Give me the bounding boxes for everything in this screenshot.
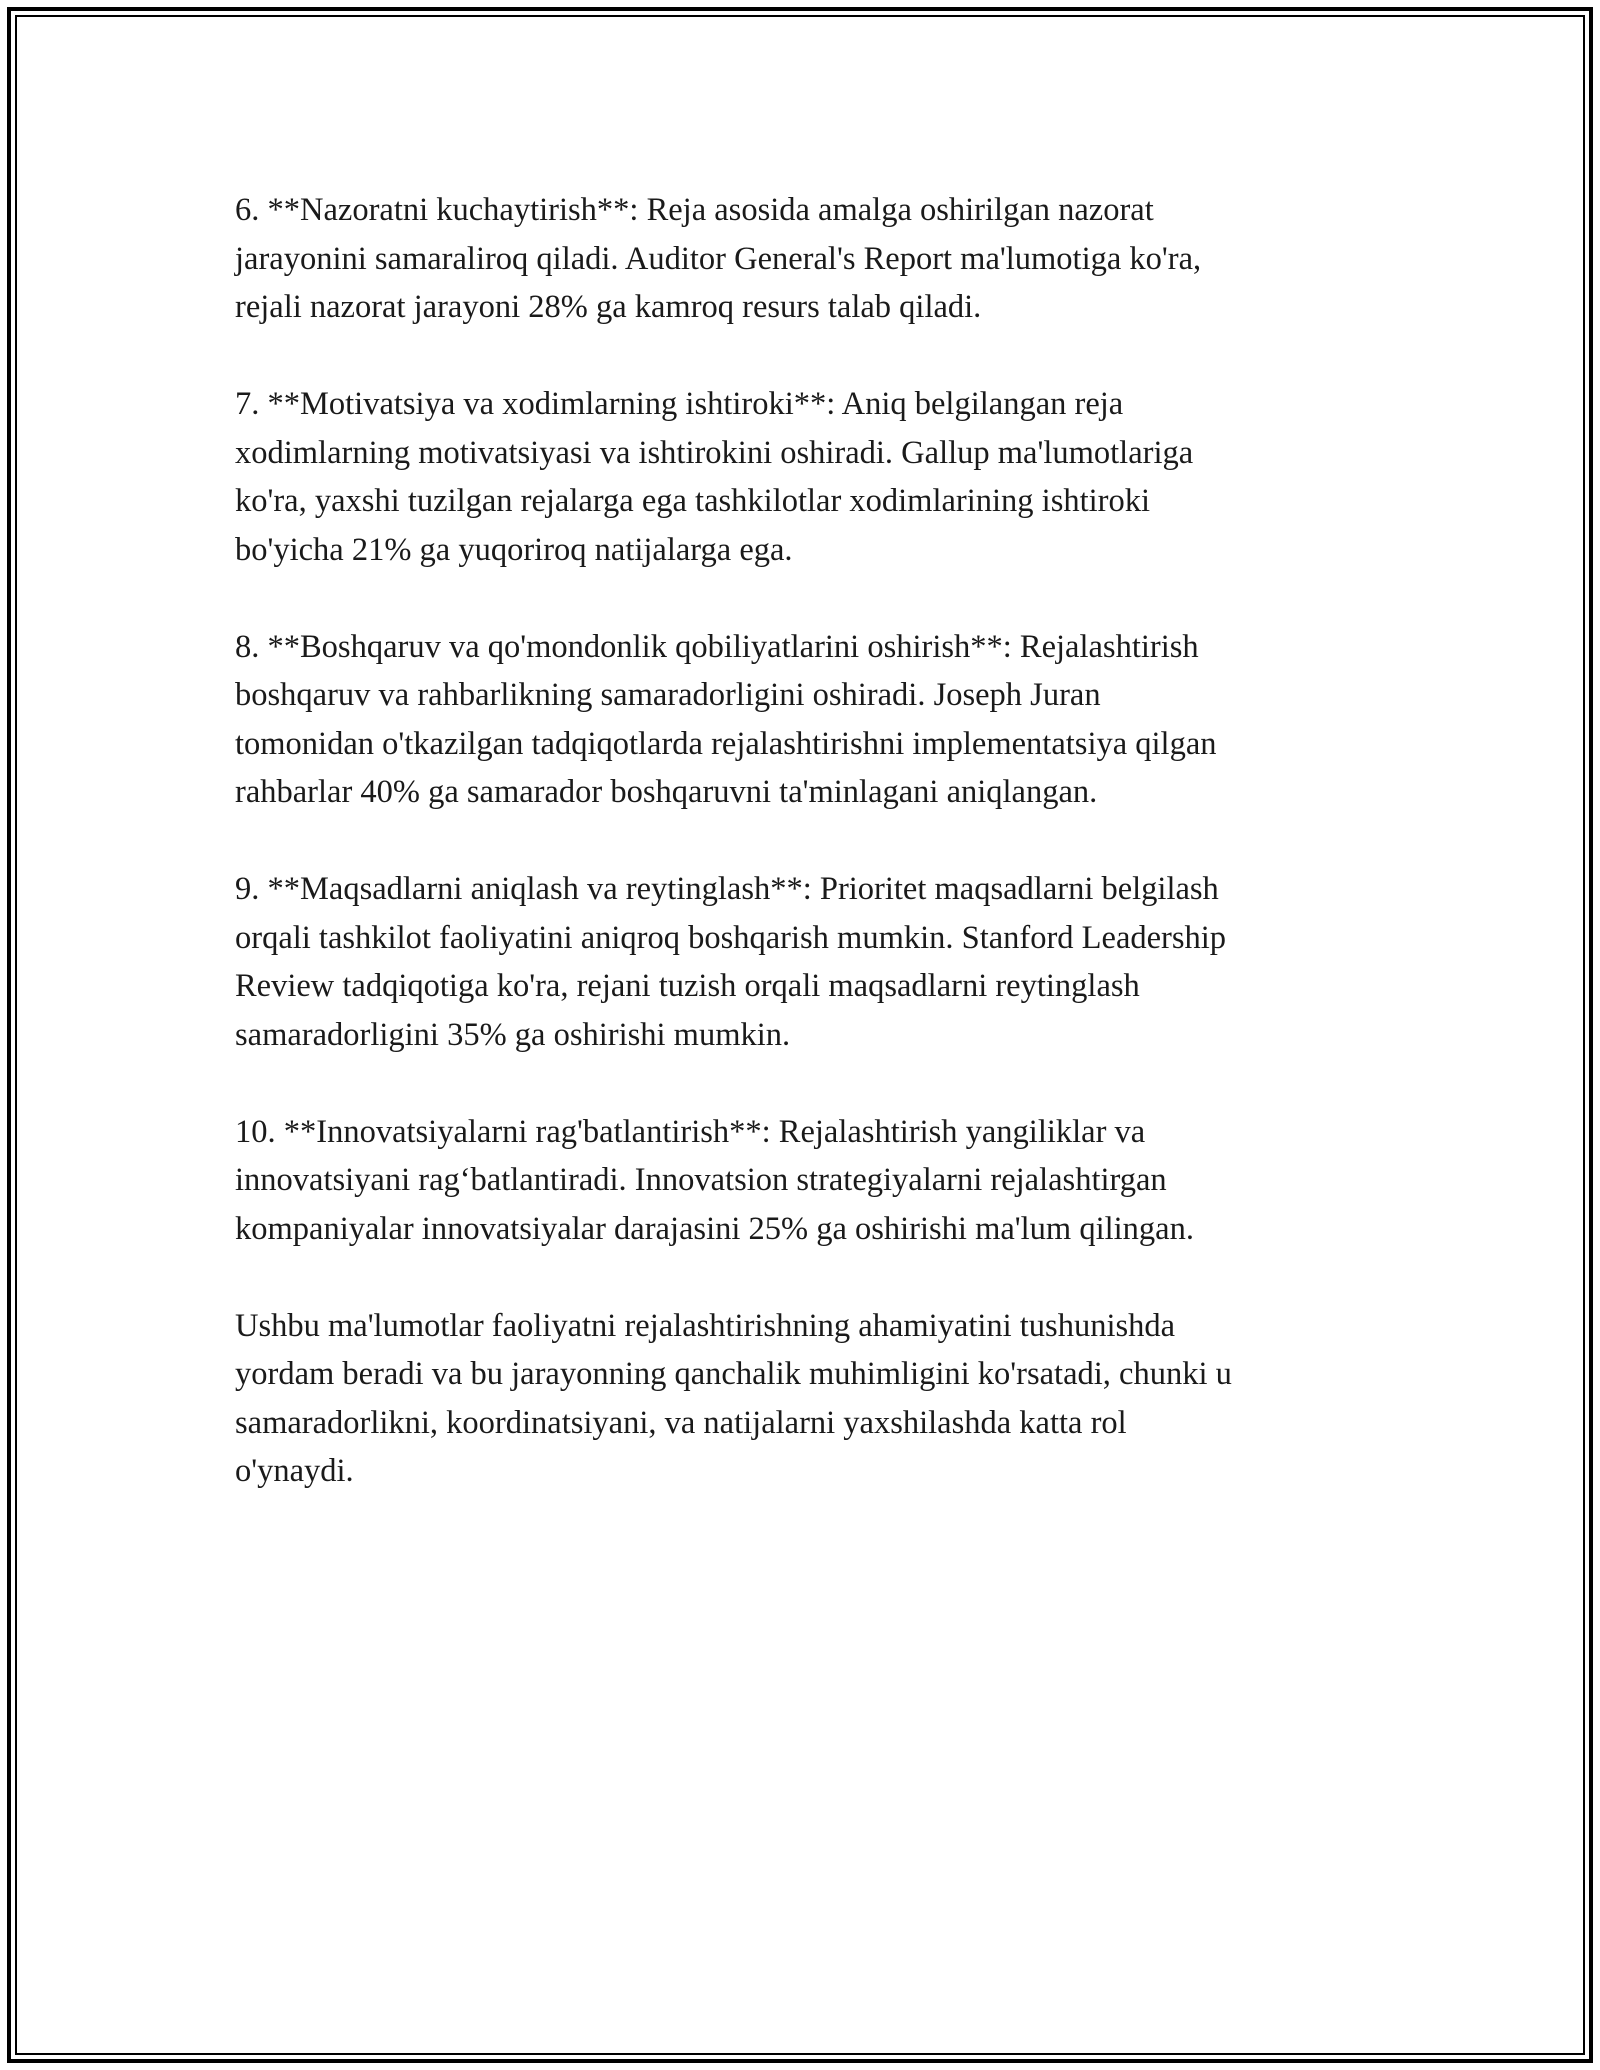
document-body: [235, 186, 1415, 1544]
paragraph-boshqaruv: 8. **Boshqaruv va qo'mondonlik qobiliyatlarini oshirish**: Rejalashtirish boshqaruv va rahbarlikning samaradorligini oshiradi. Joseph Juran tomonidan o'tkazilgan tadqiqotlarda rejalashtirishni implementatsiya qilgan rahbarlar 40% ga samarador boshqaruvni ta'minlagani aniqlangan.: [235, 628, 1217, 810]
paragraph-innovatsiyalar: 10. **Innovatsiyalarni rag'batlantirish**: Rejalashtirish yangiliklar va innovatsiyani rag‘batlantiradi. Innovatsion strategiyalarni rejalashtirgan kompaniyalar innovatsiyalar darajasini 25% ga oshirishi ma'lum qilingan.: [235, 1113, 1194, 1247]
paragraph-maqsadlar: 9. **Maqsadlarni aniqlash va reytinglash**: Prioritet maqsadlarni belgilash orqali tashkilot faoliyatini aniqroq boshqarish mumkin. Stanford Leadership Review tadqiqotiga ko'ra, rejani tuzish orqali maqsadlarni reytinglash samaradorligini 35% ga oshirishi mumkin.: [235, 871, 1227, 1053]
paragraph-motivatsiya: 7. **Motivatsiya va xodimlarning ishtiroki**: Aniq belgilangan reja xodimlarning motivatsiyasi va ishtirokini oshiradi. Gallup ma'lumotlariga ko'ra, yaxshi tuzilgan rejalarga ega tashkilotlar xodimlarining ishtiroki bo'yicha 21% ga yuqoriroq natijalarga ega.: [235, 386, 1194, 568]
paragraph-conclusion: Ushbu ma'lumotlar faoliyatni rejalashtirishning ahamiyatini tushunishda yordam beradi va bu jarayonning qanchalik muhimligini ko'rsatadi, chunki u samaradorlikni, koordinatsiyani, va natijalarni yaxshilashda katta rol o'ynaydi.: [235, 1307, 1232, 1489]
paragraph-nazoratni-kuchaytirish: 6. **Nazoratni kuchaytirish**: Reja asosida amalga oshirilgan nazorat jarayonini samaraliroq qiladi. Auditor General's Report ma'lumotiga ko'ra, rejali nazorat jarayoni 28% ga kamroq resurs talab qiladi.: [235, 192, 1202, 325]
